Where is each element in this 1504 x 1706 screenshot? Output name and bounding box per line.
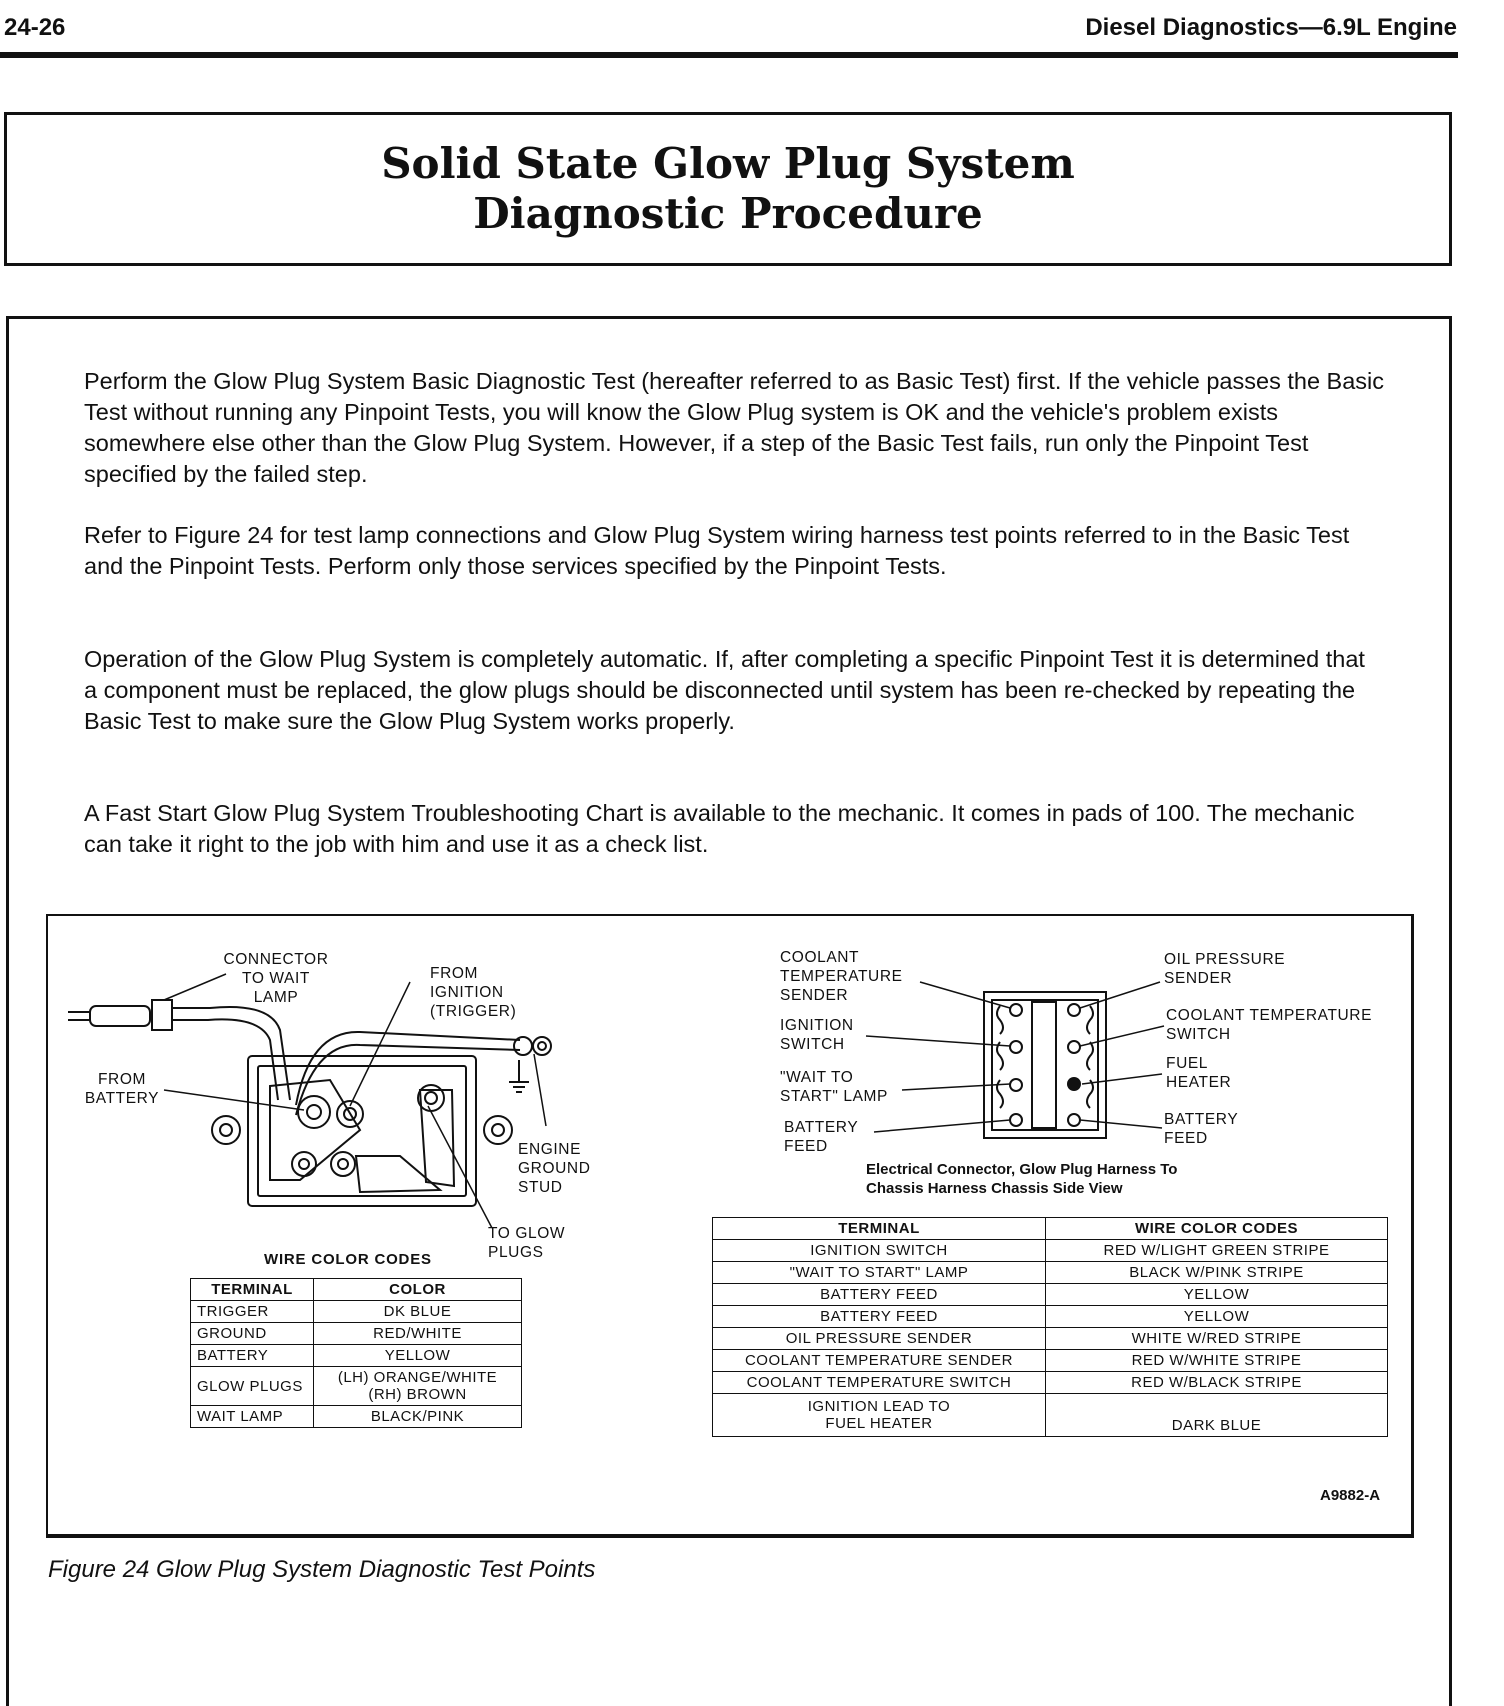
label-coolant-sender-1: COOLANT xyxy=(780,949,860,966)
right-cell: RED W/WHITE STRIPE xyxy=(1046,1350,1388,1372)
paragraph-1: Perform the Glow Plug System Basic Diagnostic Test (hereafter referred to as Basic Test) first. If the vehicle passes the Basic Test without running any Pinpoint Tests, you will know the Glow Plug system is OK and the vehicle's problem exists somewhere else other than the Glow Plug System. However, if a step of the Basic Test fails, run only the Pinpoint Test specified by the failed step. xyxy=(84,368,1385,487)
label-coolant-sender-3: SENDER xyxy=(780,987,849,1004)
right-header-colors: WIRE COLOR CODES xyxy=(1046,1218,1388,1240)
label-battery-right-2: FEED xyxy=(1164,1130,1208,1147)
title-line-1: Solid State Glow Plug System xyxy=(381,139,1075,188)
right-cell: YELLOW xyxy=(1046,1284,1388,1306)
label-battery-right-1: BATTERY xyxy=(1164,1111,1239,1128)
label-connector-3: LAMP xyxy=(253,989,299,1006)
label-battery-1: FROM xyxy=(97,1071,147,1088)
right-cell: BLACK W/PINK STRIPE xyxy=(1046,1262,1388,1284)
label-coolant-switch-2: SWITCH xyxy=(1166,1026,1231,1043)
left-cell: DK BLUE xyxy=(314,1301,522,1323)
right-cell: BATTERY FEED xyxy=(713,1306,1046,1328)
left-cell: RED/WHITE xyxy=(314,1323,522,1345)
left-cell: WAIT LAMP xyxy=(191,1406,314,1428)
label-ignition-switch-1: IGNITION xyxy=(780,1017,854,1034)
label-connector-2: TO WAIT xyxy=(242,970,310,987)
label-oil-1: OIL PRESSURE xyxy=(1164,951,1286,968)
right-cell: RED W/BLACK STRIPE xyxy=(1046,1372,1388,1394)
section-title: Diesel Diagnostics—6.9L Engine xyxy=(1085,14,1457,41)
label-ignition-2: IGNITION xyxy=(430,984,504,1001)
left-cell: TRIGGER xyxy=(191,1301,314,1323)
right-cell: "WAIT TO START" LAMP xyxy=(713,1262,1046,1284)
right-cell: RED W/LIGHT GREEN STRIPE xyxy=(1046,1240,1388,1262)
left-table-title: WIRE COLOR CODES xyxy=(264,1251,432,1268)
right-cell: IGNITION SWITCH xyxy=(713,1240,1046,1262)
left-cell: BLACK/PINK xyxy=(314,1406,522,1428)
label-oil-2: SENDER xyxy=(1164,970,1233,987)
right-header-terminal: TERMINAL xyxy=(713,1218,1046,1240)
left-cell: YELLOW xyxy=(314,1345,522,1367)
label-wait-lamp-2: START" LAMP xyxy=(780,1088,888,1105)
right-color-table xyxy=(712,1217,1388,1437)
label-fuel-1: FUEL xyxy=(1166,1055,1209,1072)
connector-caption-2: Chassis Harness Chassis Side View xyxy=(866,1180,1123,1197)
connector-caption-1: Electrical Connector, Glow Plug Harness To xyxy=(866,1161,1178,1178)
figure-code: A9882-A xyxy=(1320,1487,1381,1504)
paragraph-4: A Fast Start Glow Plug System Troubleshooting Chart is available to the mechanic. It comes in pads of 100. The mechanic can take it right to the job with him and use it as a check list. xyxy=(84,800,1355,857)
label-coolant-switch-1: COOLANT TEMPERATURE xyxy=(1166,1007,1373,1024)
left-cell: GROUND xyxy=(191,1323,314,1345)
label-battery-left-1: BATTERY xyxy=(784,1119,859,1136)
label-ground-1: ENGINE xyxy=(518,1141,582,1158)
label-ground-2: GROUND xyxy=(518,1160,591,1177)
right-cell: OIL PRESSURE SENDER xyxy=(713,1328,1046,1350)
label-glow-1: TO GLOW xyxy=(488,1225,566,1242)
header-rule xyxy=(0,52,1458,58)
right-cell: COOLANT TEMPERATURE SWITCH xyxy=(713,1372,1046,1394)
label-ignition-switch-2: SWITCH xyxy=(780,1036,845,1053)
label-fuel-2: HEATER xyxy=(1166,1074,1232,1091)
label-battery-left-2: FEED xyxy=(784,1138,828,1155)
label-wait-lamp-1: "WAIT TO xyxy=(780,1069,854,1086)
paragraph-2: Refer to Figure 24 for test lamp connections and Glow Plug System wiring harness test points referred to in the Basic Test and the Pinpoint Tests. Perform only those services specified by the Pinpoint Tests. xyxy=(84,522,1350,579)
right-cell: DARK BLUE xyxy=(1046,1394,1388,1437)
label-coolant-sender-2: TEMPERATURE xyxy=(780,968,903,985)
right-cell: YELLOW xyxy=(1046,1306,1388,1328)
right-cell: BATTERY FEED xyxy=(713,1284,1046,1306)
right-cell: WHITE W/RED STRIPE xyxy=(1046,1328,1388,1350)
left-header-color: COLOR xyxy=(314,1279,522,1301)
label-battery-2: BATTERY xyxy=(84,1090,160,1107)
title-box xyxy=(4,112,1452,266)
label-ground-3: STUD xyxy=(518,1179,563,1196)
left-cell: BATTERY xyxy=(191,1345,314,1367)
right-cell: IGNITION LEAD TO FUEL HEATER xyxy=(713,1394,1046,1437)
label-ignition-1: FROM xyxy=(430,965,479,982)
paragraph-3: Operation of the Glow Plug System is completely automatic. If, after completing a specific Pinpoint Test it is determined that a component must be replaced, the glow plugs should be disconnected until system has been re-checked by repeating the Basic Test to make sure the Glow Plug System works properly. xyxy=(84,646,1365,734)
left-cell: (LH) ORANGE/WHITE (RH) BROWN xyxy=(314,1367,522,1406)
right-cell: COOLANT TEMPERATURE SENDER xyxy=(713,1350,1046,1372)
left-cell: GLOW PLUGS xyxy=(191,1367,314,1406)
title-line-2: Diagnostic Procedure xyxy=(473,189,983,238)
label-connector-1: CONNECTOR xyxy=(223,951,329,968)
left-header-terminal: TERMINAL xyxy=(191,1279,314,1301)
left-color-table xyxy=(190,1278,522,1428)
figure-caption: Figure 24 Glow Plug System Diagnostic Test Points xyxy=(48,1556,596,1583)
page-number: 24-26 xyxy=(4,14,66,41)
label-glow-2: PLUGS xyxy=(488,1244,544,1261)
label-ignition-3: (TRIGGER) xyxy=(430,1003,517,1020)
